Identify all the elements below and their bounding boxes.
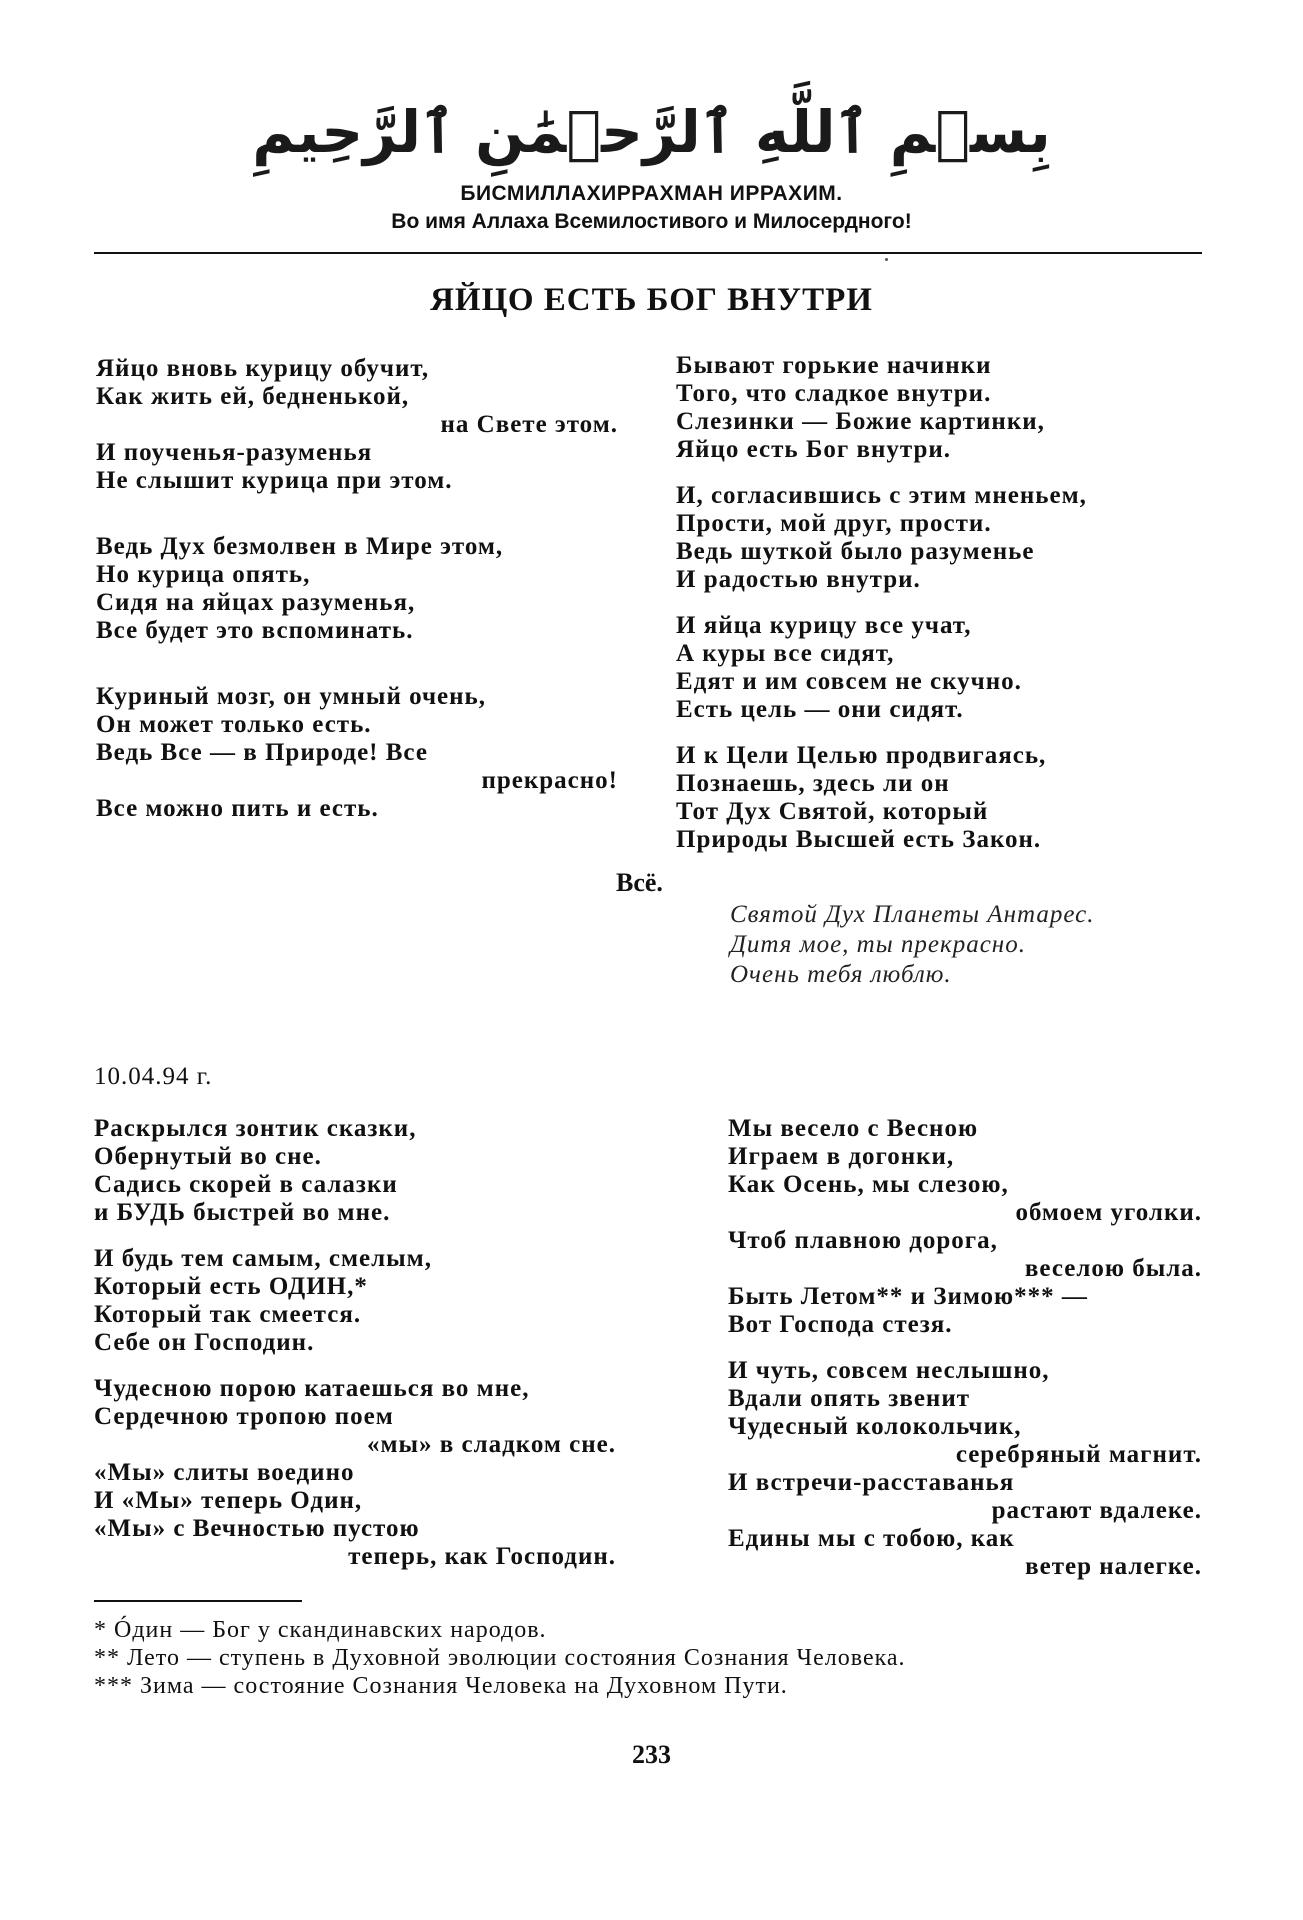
poem-line: веселою была. bbox=[1024, 1255, 1202, 1282]
poem-line: Не слышит курица при этом. bbox=[96, 467, 453, 494]
poem2-right-column bbox=[728, 1115, 1202, 1581]
signature bbox=[730, 900, 1094, 990]
poem-line: Есть цель — они сидят. bbox=[676, 696, 964, 723]
poem-line: Чудесный колокольчик, bbox=[728, 1413, 1022, 1440]
poem-line: Чудесною порою катаешься во мне, bbox=[94, 1375, 530, 1402]
poem-line: И «Мы» теперь Один, bbox=[94, 1487, 363, 1514]
poem-line: Но курица опять, bbox=[96, 561, 311, 588]
signature-line: Очень тебя люблю. bbox=[730, 961, 952, 988]
print-speck bbox=[885, 258, 888, 261]
poem-line: Все можно пить и есть. bbox=[96, 795, 379, 822]
poem-line: Куриный мозг, он умный очень, bbox=[96, 683, 487, 710]
footnote-divider bbox=[94, 1600, 302, 1602]
poem-line: Чтоб плавною дорога, bbox=[728, 1227, 998, 1254]
poem-line: обмоем уголки. bbox=[1015, 1199, 1202, 1226]
footnote-line: ** Лето — ступень в Духовной эволюции состояния Сознания Человека. bbox=[94, 1645, 906, 1671]
poem-line: на Свете этом. bbox=[440, 411, 618, 438]
poem-line: Обернутый во сне. bbox=[94, 1143, 322, 1170]
poem-line: Познаешь, здесь ли он bbox=[676, 770, 950, 797]
poem-line: серебряный магнит. bbox=[955, 1441, 1202, 1468]
poem-line: Ведь шуткой было разуменье bbox=[676, 538, 1035, 565]
poem-line: Тот Дух Святой, который bbox=[676, 798, 989, 825]
poem-line: Яйцо есть Бог внутри. bbox=[676, 436, 952, 463]
poem-line: Мы весело с Весною bbox=[728, 1115, 979, 1142]
poem-line: ветер налегке. bbox=[1025, 1553, 1202, 1580]
poem-line: «Мы» слиты воедино bbox=[94, 1459, 355, 1486]
poem-line: теперь, как Господин. bbox=[348, 1543, 616, 1570]
poem-line: Все будет это вспоминать. bbox=[96, 617, 414, 644]
poem-line: Сердечною тропою поем bbox=[94, 1403, 394, 1430]
poem-line: И яйца курицу все учат, bbox=[676, 612, 972, 639]
bismillah-title: БИСМИЛЛАХИРРАХМАН ИРРАХИМ. bbox=[460, 182, 843, 205]
poem1-right-column bbox=[676, 352, 1202, 854]
stanza-break bbox=[676, 464, 1202, 482]
poem-line: И к Цели Целью продвигаясь, bbox=[676, 742, 1047, 769]
poem-line: «Мы» с Вечностью пустою bbox=[94, 1515, 420, 1542]
poem1-left-column bbox=[96, 355, 618, 823]
stanza-break bbox=[676, 724, 1202, 742]
stanza-break bbox=[94, 1357, 616, 1375]
bismillah-subtitle: Во имя Аллаха Всемилостивого и Милосердного! bbox=[391, 210, 912, 233]
poem-line: Вот Господа стезя. bbox=[728, 1311, 953, 1338]
poem-line: Как Осень, мы слезою, bbox=[728, 1171, 1009, 1198]
poem-line: Яйцо вновь курицу обучит, bbox=[96, 355, 430, 382]
poem-line: и БУДЬ быстрей во мне. bbox=[94, 1199, 391, 1226]
poem-line: Слезинки — Божие картинки, bbox=[676, 408, 1045, 435]
poem-line: Того, что сладкое внутри. bbox=[676, 380, 992, 407]
poem-line: И радостью внутри. bbox=[676, 566, 921, 593]
poem-line: Бывают горькие начинки bbox=[676, 352, 992, 379]
poem-line: Садись скорей в салазки bbox=[94, 1171, 398, 1198]
poem-line: И поученья-разуменья bbox=[96, 439, 373, 466]
poem-line: Который так смеется. bbox=[94, 1301, 362, 1328]
poem-line: «мы» в сладком сне. bbox=[366, 1431, 616, 1458]
poem-line: Как жить ей, бедненькой, bbox=[96, 383, 410, 410]
poem-line: Прости, мой друг, прости. bbox=[676, 510, 992, 537]
poem-line: Ведь Все — в Природе! Все bbox=[96, 739, 428, 766]
stanza-break bbox=[728, 1339, 1202, 1357]
stanza-break bbox=[96, 645, 618, 683]
stanza-break bbox=[94, 1227, 616, 1245]
footnotes bbox=[94, 1616, 906, 1700]
poem-line: И чуть, совсем неслышно, bbox=[728, 1357, 1050, 1384]
page-number: 233 bbox=[632, 1740, 671, 1769]
footnote-line: * Óдин — Бог у скандинавских народов. bbox=[94, 1617, 547, 1643]
stanza-break bbox=[676, 594, 1202, 612]
poem-line: Быть Летом** и Зимою*** — bbox=[728, 1283, 1088, 1310]
poem-line: Раскрылся зонтик сказки, bbox=[94, 1115, 417, 1142]
footnote-line: *** Зима — состояние Сознания Человека на Духовном Пути. bbox=[94, 1673, 788, 1699]
poem-line: Природы Высшей есть Закон. bbox=[676, 826, 1042, 853]
poem-line: Сидя на яйцах разуменья, bbox=[96, 589, 416, 616]
poem2-left-column bbox=[94, 1115, 616, 1571]
poem-line: растают вдалеке. bbox=[991, 1497, 1202, 1524]
poem-line: Ведь Дух безмолвен в Мире этом, bbox=[96, 533, 504, 560]
poem-line: Который есть ОДИН,* bbox=[94, 1273, 368, 1300]
poem-line: И встречи-расставанья bbox=[728, 1469, 1015, 1496]
poem-line: прекрасно! bbox=[481, 767, 618, 794]
bismillah-calligraphy: بِسۡمِ ٱللَّهِ ٱلرَّحۡمَٰنِ ٱلرَّحِيمِ bbox=[252, 98, 1051, 166]
poem-line: Он может только есть. bbox=[96, 711, 372, 738]
poem-line: А куры все сидят, bbox=[676, 640, 895, 667]
poem-line: И будь тем самым, смелым, bbox=[94, 1245, 432, 1272]
stanza-break bbox=[96, 495, 618, 533]
poem-ending: Всё. bbox=[616, 868, 663, 897]
signature-line: Святой Дух Планеты Антарес. bbox=[730, 901, 1095, 928]
poem-line: Себе он Господин. bbox=[94, 1329, 315, 1356]
header-divider bbox=[94, 252, 1202, 254]
poem-line: Играем в догонки, bbox=[728, 1143, 955, 1170]
poem-line: Едины мы с тобою, как bbox=[728, 1525, 1015, 1552]
poem-title: ЯЙЦО ЕСТЬ БОГ ВНУТРИ bbox=[430, 282, 873, 318]
poem-line: Вдали опять звенит bbox=[728, 1385, 971, 1412]
signature-line: Дитя мое, ты прекрасно. bbox=[730, 931, 1026, 958]
poem-date: 10.04.94 г. bbox=[94, 1063, 213, 1090]
poem-line: И, согласившись с этим мненьем, bbox=[676, 482, 1087, 509]
poem-line: Едят и им совсем не скучно. bbox=[676, 668, 1022, 695]
